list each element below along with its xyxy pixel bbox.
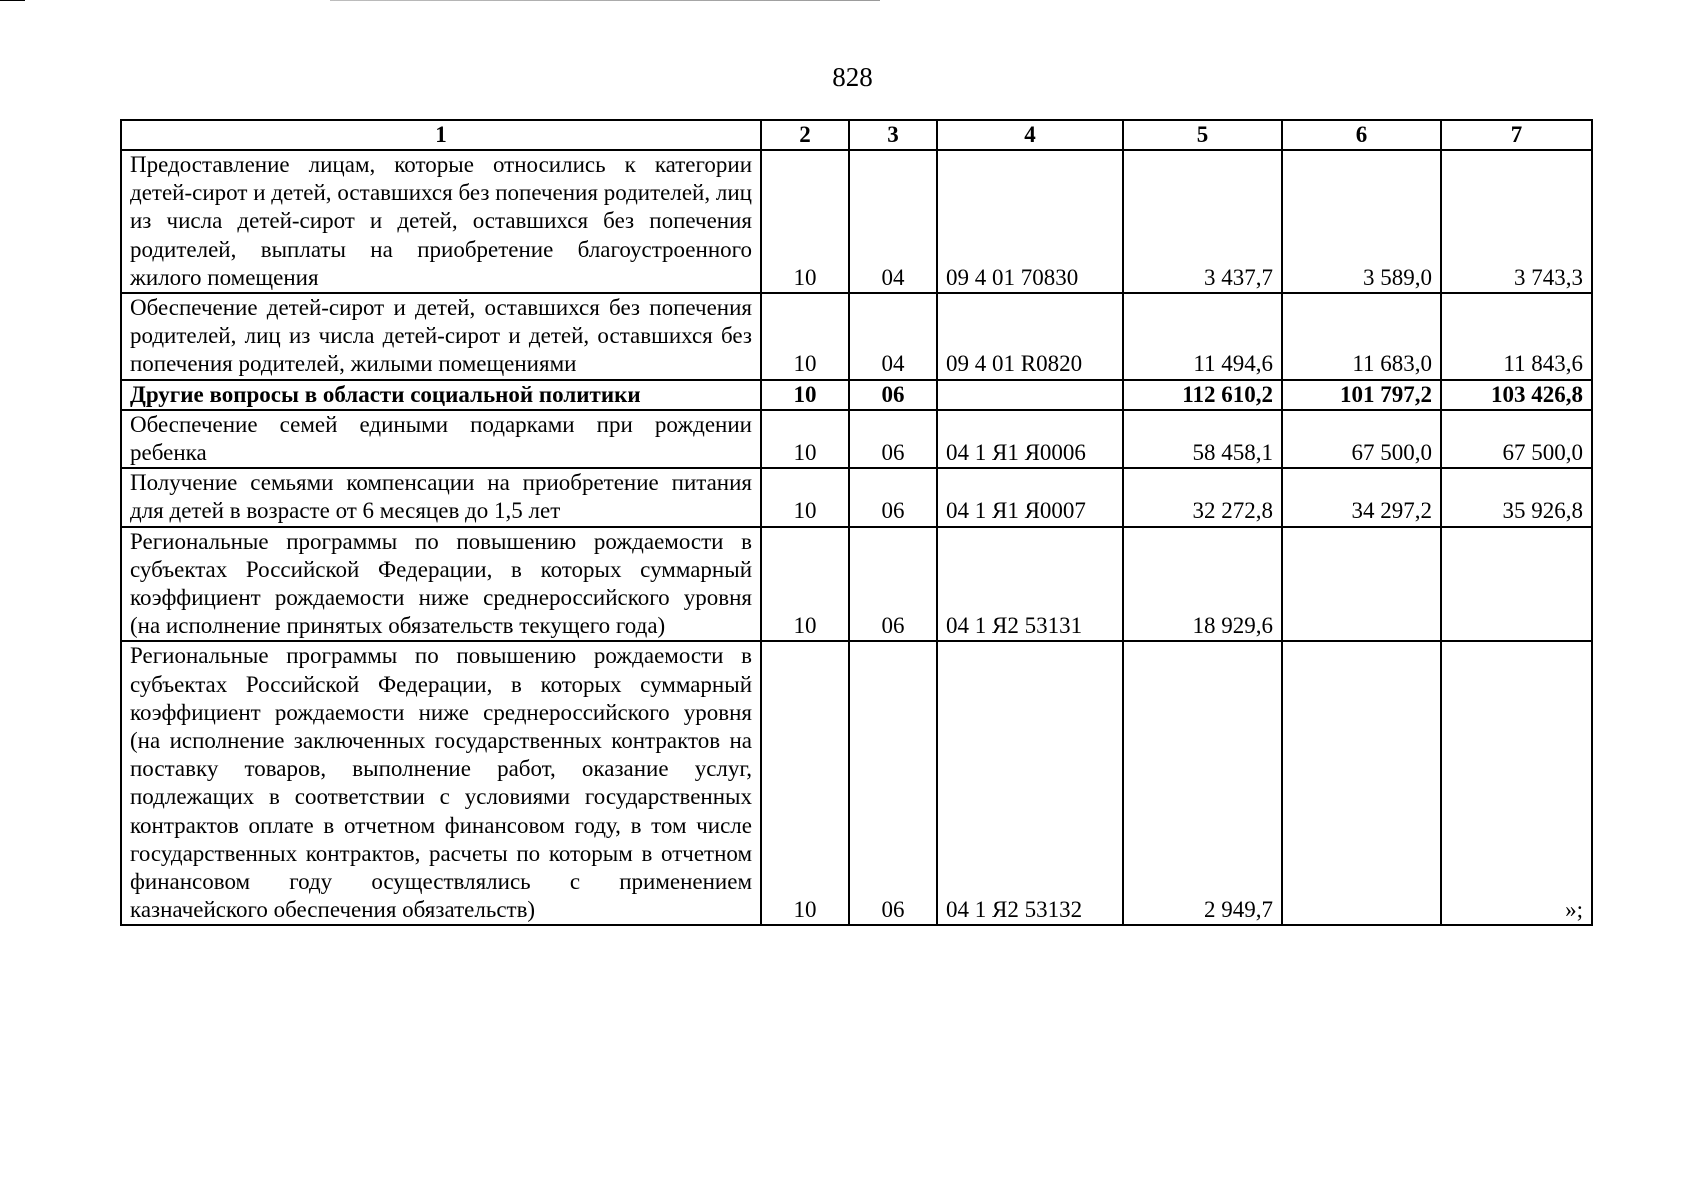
row-amount-3: »; xyxy=(1441,641,1592,925)
row-description: Другие вопросы в области социальной политики xyxy=(121,380,761,410)
column-header: 4 xyxy=(937,120,1123,150)
row-amount-2: 101 797,2 xyxy=(1282,380,1441,410)
row-target-article: 09 4 01 70830 xyxy=(937,150,1123,293)
column-header: 1 xyxy=(121,120,761,150)
row-section: 10 xyxy=(761,293,849,380)
row-section: 10 xyxy=(761,641,849,925)
row-description: Обеспечение семей едиными подарками при рождении ребенка xyxy=(121,410,761,468)
scan-artifact-line xyxy=(0,0,880,1)
row-amount-3: 11 843,6 xyxy=(1441,293,1592,380)
row-amount-2 xyxy=(1282,641,1441,925)
row-subsection: 06 xyxy=(849,468,937,526)
row-amount-2: 34 297,2 xyxy=(1282,468,1441,526)
row-amount-3 xyxy=(1441,527,1592,642)
row-subsection: 04 xyxy=(849,150,937,293)
row-amount-3: 3 743,3 xyxy=(1441,150,1592,293)
table-row-subtotal xyxy=(121,380,1592,410)
row-section: 10 xyxy=(761,468,849,526)
row-subsection: 06 xyxy=(849,527,937,642)
column-header: 6 xyxy=(1282,120,1441,150)
row-target-article: 04 1 Я2 53132 xyxy=(937,641,1123,925)
row-amount-3: 35 926,8 xyxy=(1441,468,1592,526)
column-header: 2 xyxy=(761,120,849,150)
table-row xyxy=(121,410,1592,468)
column-header: 3 xyxy=(849,120,937,150)
row-subsection: 06 xyxy=(849,641,937,925)
row-description: Региональные программы по повышению рождаемости в субъектах Российской Федерации, в которых суммарный коэффициент рождаемости ниже среднероссийского уровня (на исполнение принятых обязательств текущего года) xyxy=(121,527,761,642)
row-amount-2: 67 500,0 xyxy=(1282,410,1441,468)
row-description: Региональные программы по повышению рождаемости в субъектах Российской Федерации, в которых суммарный коэффициент рождаемости ниже среднероссийского уровня (на исполнение заключенных государственных контрактов на поставку товаров, выполнение работ, оказание услуг, подлежащих в соответствии с условиями государственных контрактов оплате в отчетном финансовом году, в том числе государственных контрактов, расчеты по которым в отчетном финансовом году осуществлялись с применением казначейского обеспечения обязательств) xyxy=(121,641,761,925)
table-row xyxy=(121,293,1592,380)
row-amount-1: 2 949,7 xyxy=(1123,641,1282,925)
row-amount-1: 112 610,2 xyxy=(1123,380,1282,410)
row-amount-2: 3 589,0 xyxy=(1282,150,1441,293)
row-subsection: 06 xyxy=(849,410,937,468)
row-section: 10 xyxy=(761,410,849,468)
row-target-article: 04 1 Я2 53131 xyxy=(937,527,1123,642)
row-amount-3: 67 500,0 xyxy=(1441,410,1592,468)
page-number: 828 xyxy=(832,62,873,92)
table-row xyxy=(121,468,1592,526)
row-amount-1: 3 437,7 xyxy=(1123,150,1282,293)
row-amount-2: 11 683,0 xyxy=(1282,293,1441,380)
table-row xyxy=(121,641,1592,925)
table-row xyxy=(121,150,1592,293)
row-description: Получение семьями компенсации на приобретение питания для детей в возрасте от 6 месяцев до 1,5 лет xyxy=(121,468,761,526)
row-amount-1: 11 494,6 xyxy=(1123,293,1282,380)
row-description: Предоставление лицам, которые относились к категории детей-сирот и детей, оставшихся без попечения родителей, лиц из числа детей-сирот и детей, оставшихся без попечения родителей, выплаты на приобретение благоустроенного жилого помещения xyxy=(121,150,761,293)
row-section: 10 xyxy=(761,380,849,410)
budget-table xyxy=(120,119,1593,926)
column-header: 5 xyxy=(1123,120,1282,150)
row-section: 10 xyxy=(761,150,849,293)
row-amount-2 xyxy=(1282,527,1441,642)
row-target-article xyxy=(937,380,1123,410)
row-subsection: 06 xyxy=(849,380,937,410)
column-header: 7 xyxy=(1441,120,1592,150)
row-amount-3: 103 426,8 xyxy=(1441,380,1592,410)
table-header-row xyxy=(121,120,1592,150)
row-description: Обеспечение детей-сирот и детей, оставшихся без попечения родителей, лиц из числа детей-сирот и детей, оставшихся без попечения родителей, жилыми помещениями xyxy=(121,293,761,380)
row-target-article: 04 1 Я1 Я0007 xyxy=(937,468,1123,526)
row-target-article: 09 4 01 R0820 xyxy=(937,293,1123,380)
row-amount-1: 58 458,1 xyxy=(1123,410,1282,468)
row-target-article: 04 1 Я1 Я0006 xyxy=(937,410,1123,468)
row-amount-1: 32 272,8 xyxy=(1123,468,1282,526)
row-subsection: 04 xyxy=(849,293,937,380)
row-section: 10 xyxy=(761,527,849,642)
row-amount-1: 18 929,6 xyxy=(1123,527,1282,642)
table-row xyxy=(121,527,1592,642)
